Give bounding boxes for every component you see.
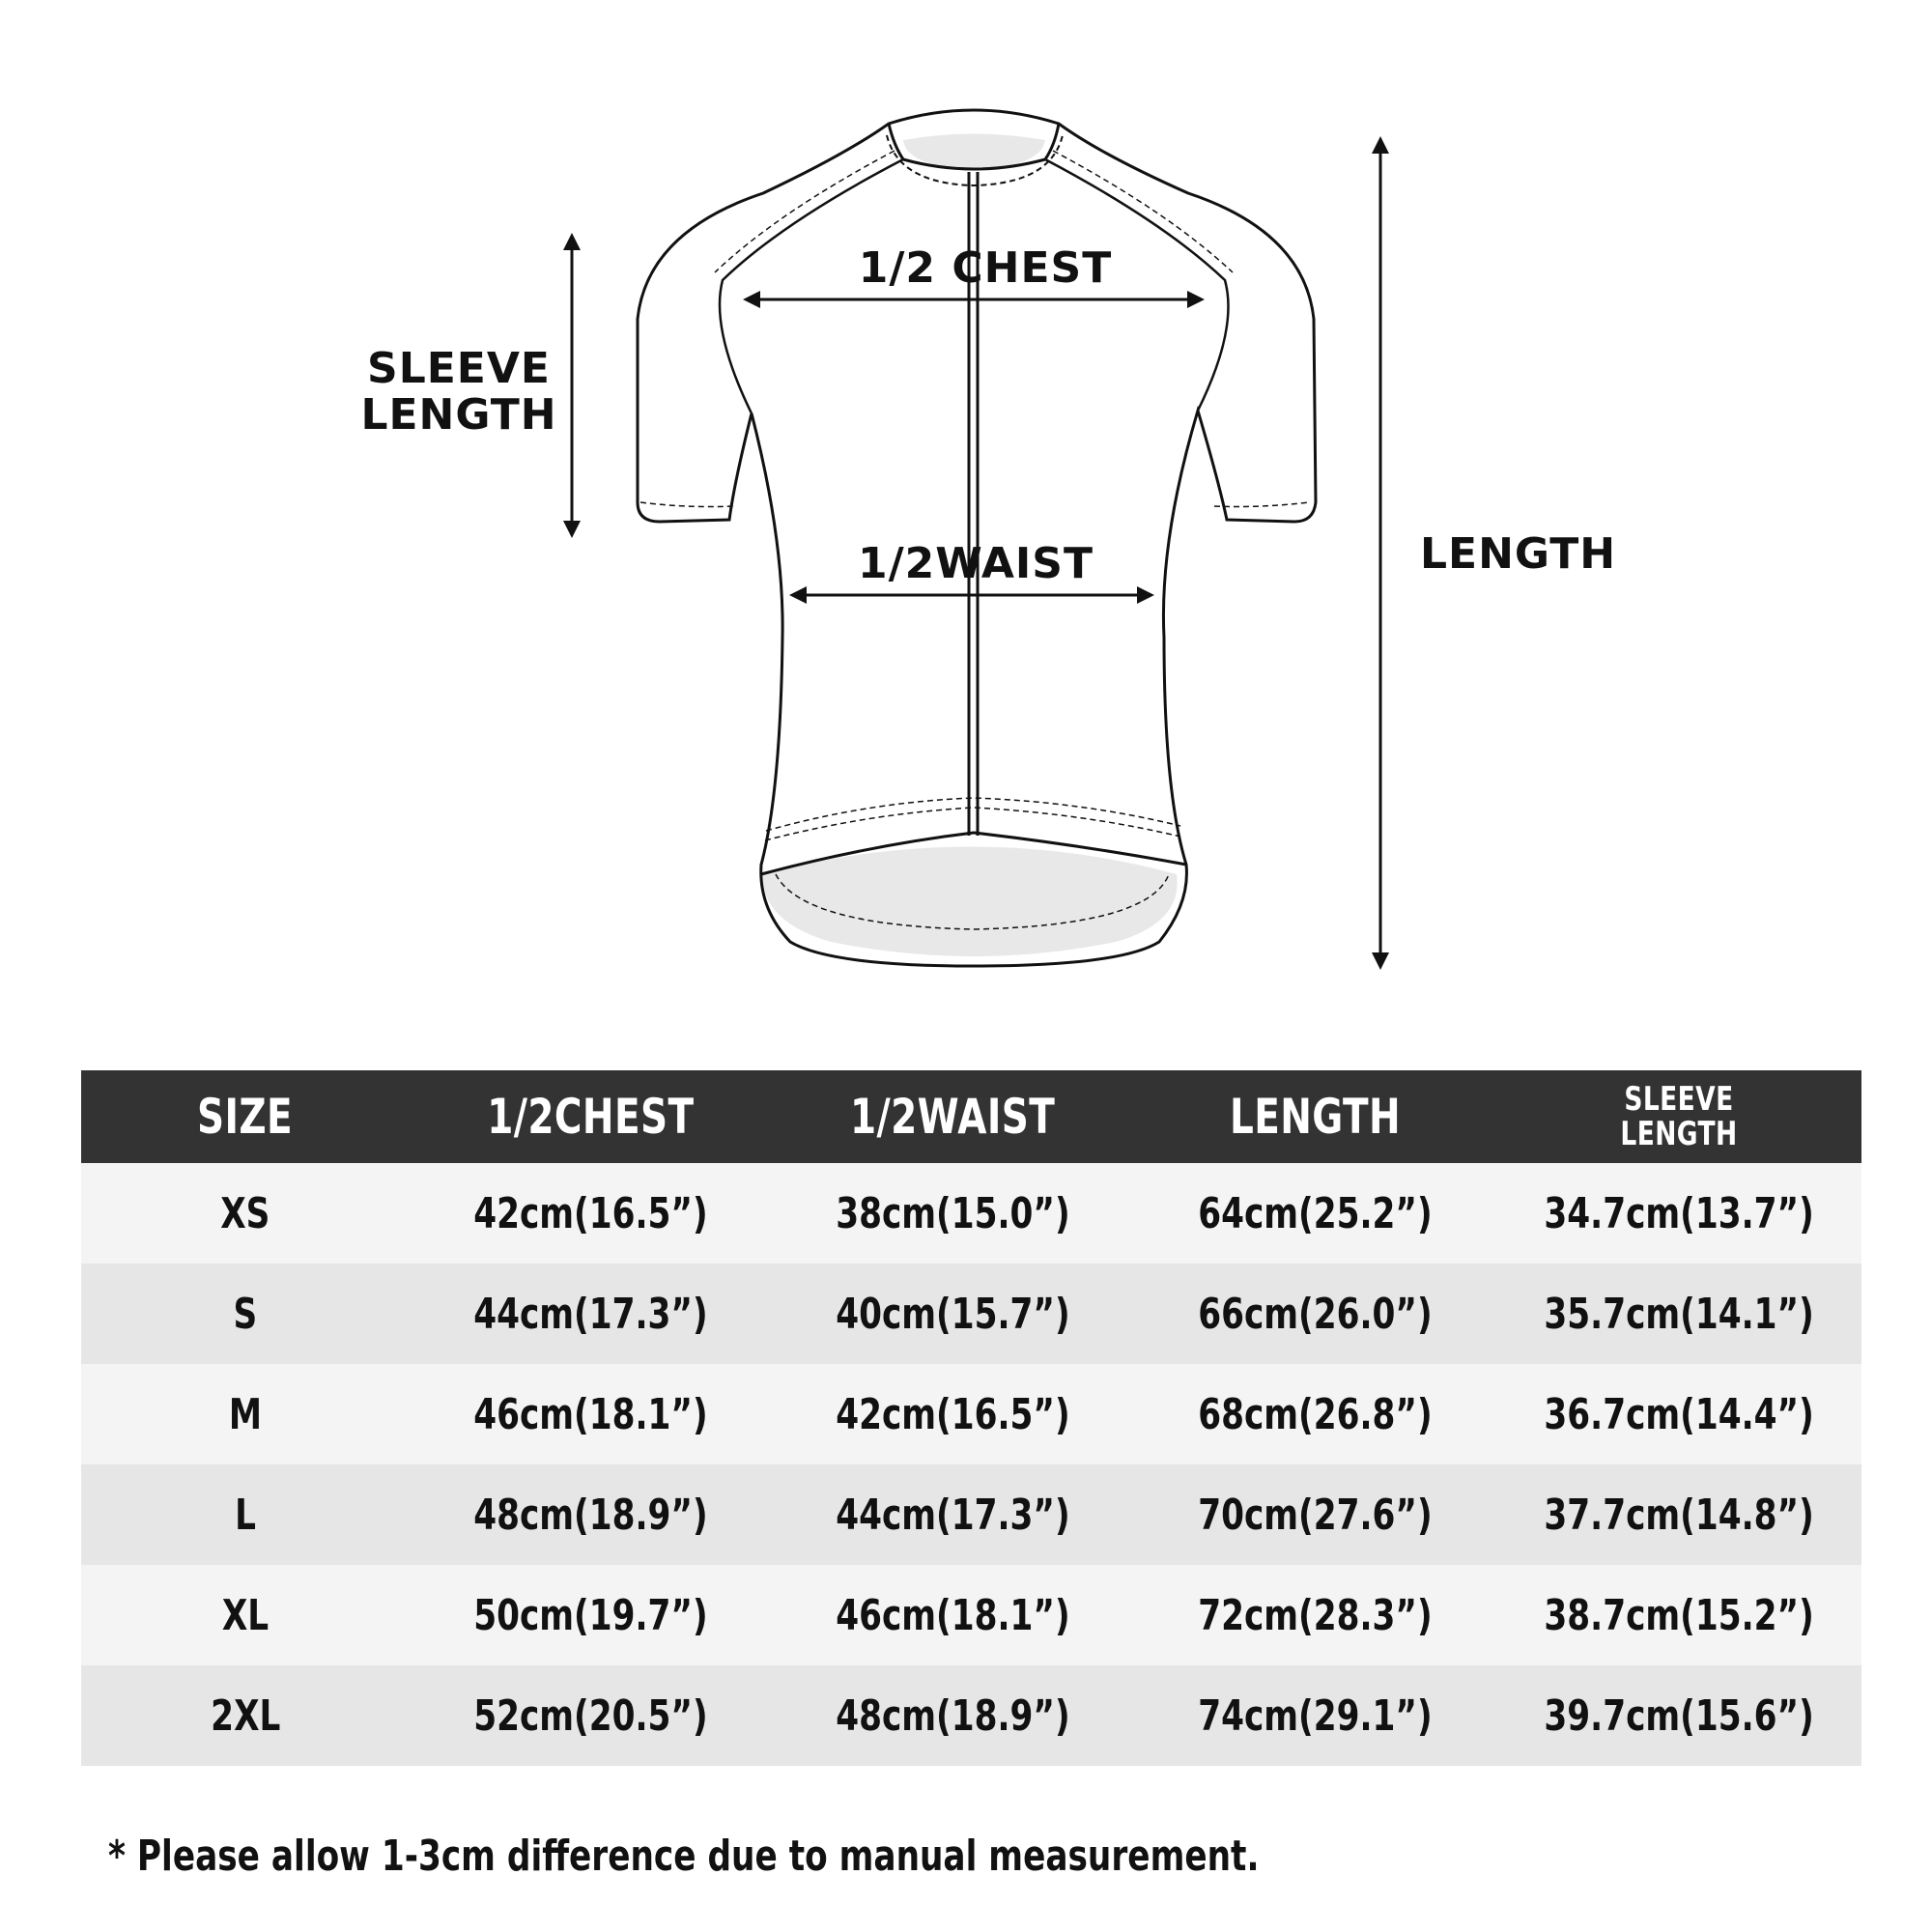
cell-sleeve (1496, 1565, 1861, 1665)
table-body (81, 1163, 1861, 1766)
header-sleeve-line2: LENGTH (1620, 1115, 1738, 1153)
cell-size (81, 1364, 410, 1464)
cell-length-text: 72cm(28.3”) (1198, 1590, 1433, 1640)
cell-size-text: 2XL (210, 1690, 281, 1741)
cell-sleeve-text: 36.7cm(14.4”) (1544, 1389, 1814, 1439)
cell-size (81, 1264, 410, 1364)
cell-sleeve-text: 39.7cm(15.6”) (1544, 1690, 1814, 1741)
cell-length-text: 68cm(26.8”) (1198, 1389, 1433, 1439)
table-row (81, 1264, 1861, 1364)
cell-waist (772, 1163, 1134, 1264)
cell-length (1134, 1565, 1496, 1665)
cell-waist-text: 38cm(15.0”) (836, 1188, 1070, 1238)
chest-label: 1/2 CHEST (858, 243, 1113, 293)
cell-waist-text: 40cm(15.7”) (836, 1289, 1070, 1339)
cell-chest (410, 1364, 772, 1464)
cell-size-text: XL (221, 1590, 270, 1640)
cell-size-text: L (235, 1490, 256, 1540)
cell-waist-text: 44cm(17.3”) (836, 1490, 1070, 1540)
cell-length-text: 64cm(25.2”) (1198, 1188, 1433, 1238)
cell-chest (410, 1163, 772, 1264)
cell-size-text: XS (220, 1188, 270, 1238)
cell-chest-text: 44cm(17.3”) (473, 1289, 708, 1339)
sleeve-length-label-line1: SLEEVE (367, 344, 551, 393)
hem-stitch-top2 (765, 808, 1180, 840)
cell-chest (410, 1464, 772, 1565)
cell-sleeve-text: 38.7cm(15.2”) (1544, 1590, 1814, 1640)
cell-chest-text: 50cm(19.7”) (473, 1590, 708, 1640)
cell-size (81, 1163, 410, 1264)
cell-length (1134, 1665, 1496, 1766)
table-row (81, 1665, 1861, 1766)
cell-waist (772, 1565, 1134, 1665)
cell-size-text: S (233, 1289, 258, 1339)
cell-sleeve-text: 35.7cm(14.1”) (1544, 1289, 1814, 1339)
size-chart-table (81, 1070, 1861, 1766)
cell-chest (410, 1565, 772, 1665)
cell-length-text: 74cm(29.1”) (1198, 1690, 1433, 1741)
measurement-note: * Please allow 1-3cm difference due to manual measurement. (108, 1832, 1260, 1881)
cell-sleeve (1496, 1264, 1861, 1364)
sleeve-cuff-left (640, 502, 734, 507)
cell-waist (772, 1464, 1134, 1565)
cell-size (81, 1665, 410, 1766)
cell-waist (772, 1364, 1134, 1464)
waist-label: 1/2WAIST (858, 539, 1094, 588)
header-sleeve-line1: SLEEVE (1624, 1080, 1734, 1119)
cell-waist-text: 48cm(18.9”) (836, 1690, 1070, 1741)
cell-chest-text: 52cm(20.5”) (473, 1690, 708, 1741)
cell-size (81, 1464, 410, 1565)
cell-sleeve (1496, 1464, 1861, 1565)
cell-chest (410, 1264, 772, 1364)
hem-stitch-top (766, 798, 1180, 831)
cell-length (1134, 1264, 1496, 1364)
header-length: LENGTH (1134, 1070, 1496, 1163)
cell-length-text: 66cm(26.0”) (1198, 1289, 1433, 1339)
hem-inner (761, 847, 1178, 957)
cell-waist-text: 42cm(16.5”) (836, 1389, 1070, 1439)
header-waist: 1/2WAIST (772, 1070, 1134, 1163)
sleeve-length-label-line2: LENGTH (360, 390, 557, 440)
cell-length (1134, 1464, 1496, 1565)
cell-length-text: 70cm(27.6”) (1198, 1490, 1433, 1540)
cell-sleeve-text: 34.7cm(13.7”) (1544, 1188, 1814, 1238)
cell-waist (772, 1264, 1134, 1364)
table-header-row (81, 1070, 1861, 1163)
cell-chest-text: 46cm(18.1”) (473, 1389, 708, 1439)
cell-length (1134, 1163, 1496, 1264)
table-row (81, 1163, 1861, 1264)
cell-chest (410, 1665, 772, 1766)
cell-waist (772, 1665, 1134, 1766)
cell-sleeve (1496, 1665, 1861, 1766)
cell-sleeve-text: 37.7cm(14.8”) (1544, 1490, 1814, 1540)
cell-chest-text: 48cm(18.9”) (473, 1490, 708, 1540)
table-row (81, 1565, 1861, 1665)
table-row (81, 1364, 1861, 1464)
cell-sleeve (1496, 1364, 1861, 1464)
table-row (81, 1464, 1861, 1565)
cell-length (1134, 1364, 1496, 1464)
cell-sleeve (1496, 1163, 1861, 1264)
cell-chest-text: 42cm(16.5”) (473, 1188, 708, 1238)
sleeve-cuff-right (1214, 502, 1309, 507)
header-size: SIZE (81, 1070, 410, 1163)
cell-size (81, 1565, 410, 1665)
header-sleeve-length (1496, 1070, 1861, 1163)
sleeve-length-label (348, 346, 570, 439)
cell-size-text: M (228, 1389, 263, 1439)
cell-waist-text: 46cm(18.1”) (836, 1590, 1070, 1640)
header-chest: 1/2CHEST (410, 1070, 772, 1163)
length-label: LENGTH (1420, 529, 1617, 579)
